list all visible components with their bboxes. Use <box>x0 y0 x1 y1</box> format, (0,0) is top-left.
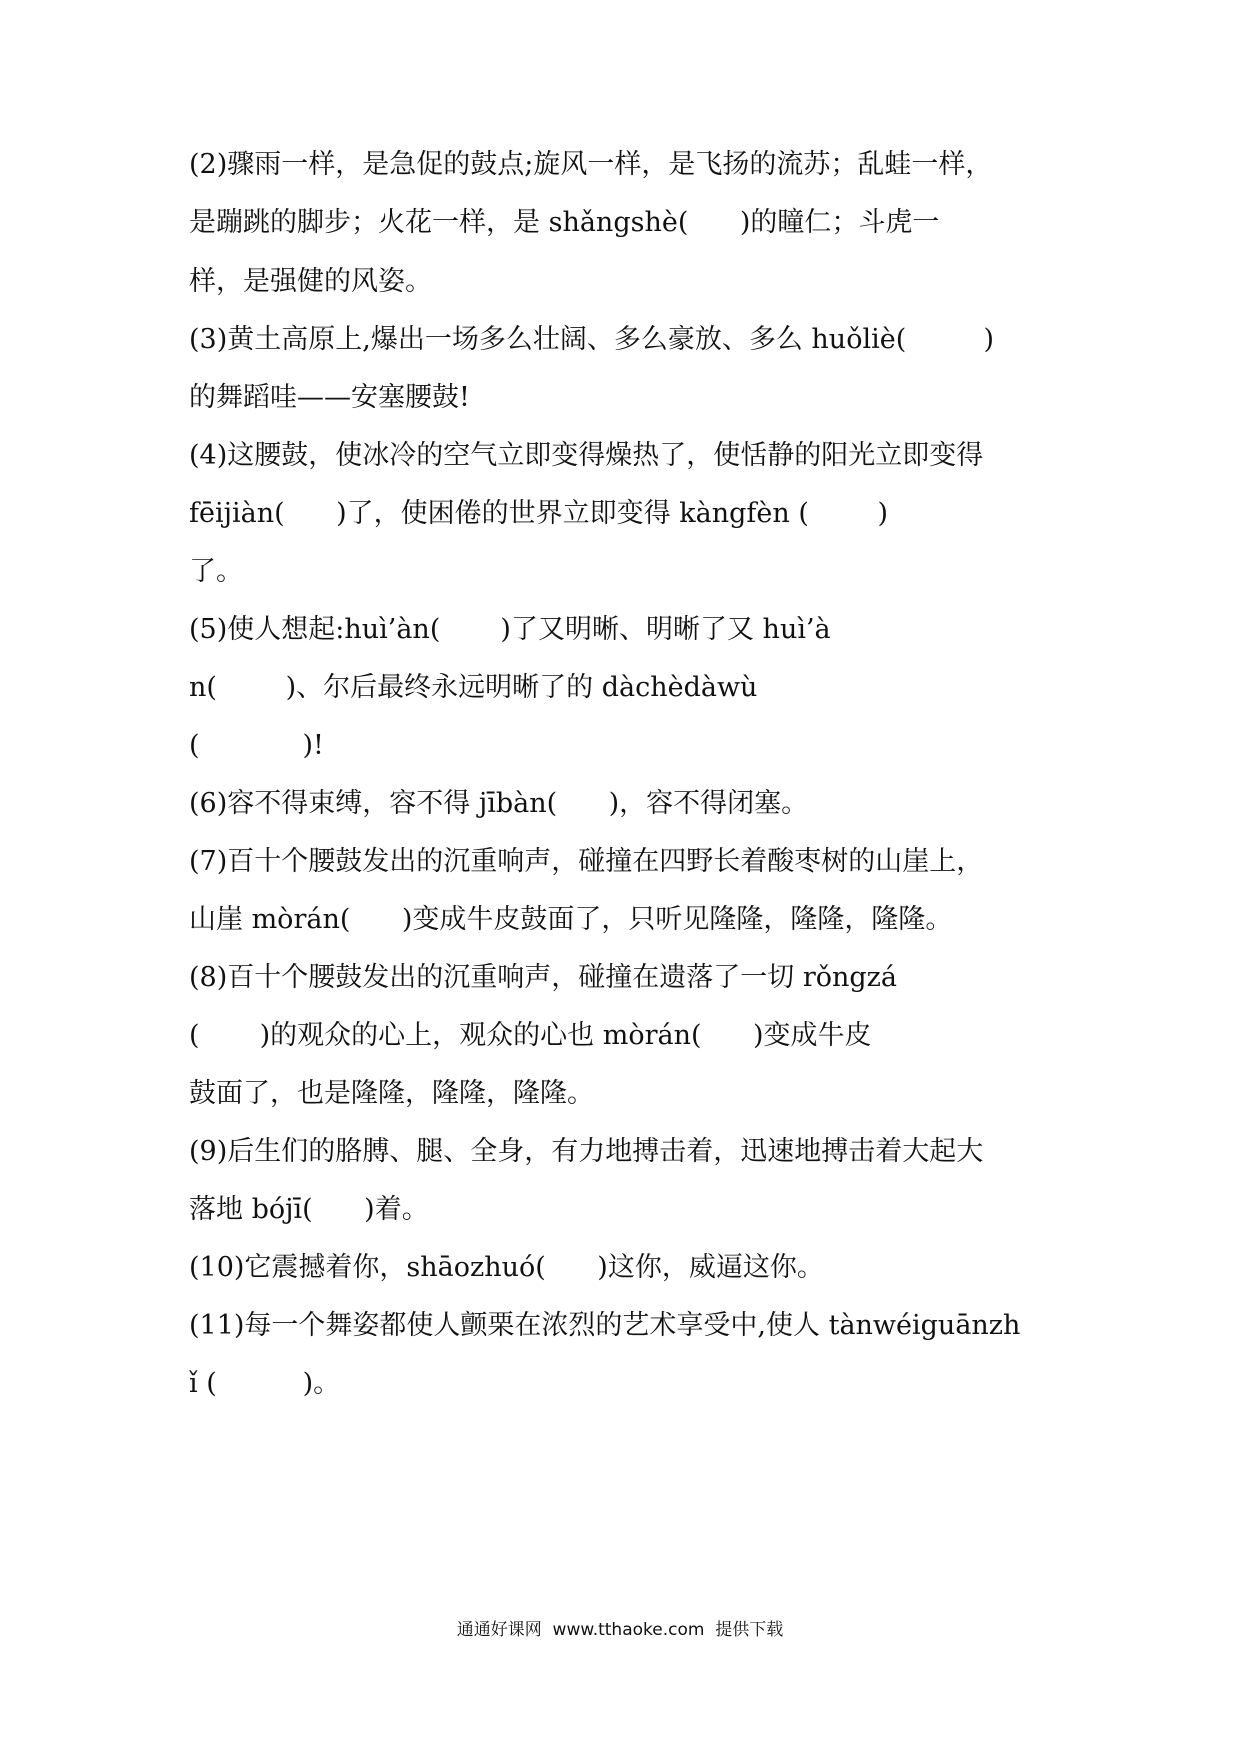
text-line-18: (9)后生们的胳膊、腿、全身，有力地搏击着，迅速地搏击着大起大 <box>189 1136 984 1167</box>
text-line-10: n( )、尔后最终永远明晰了的 dàchèdàwù <box>189 672 758 703</box>
text-line-11: ( )! <box>189 730 324 761</box>
text-line-20: (10)它震撼着你，shāozhuó( )这你，威逼这你。 <box>189 1252 824 1283</box>
text-line-19: 落地 bójī( )着。 <box>189 1194 429 1225</box>
text-line-14: 山崖 mòrán( )变成牛皮鼓面了，只听见隆隆，隆隆，隆隆。 <box>189 904 953 935</box>
text-line-13: (7)百十个腰鼓发出的沉重响声，碰撞在四野长着酸枣树的山崖上， <box>189 846 984 877</box>
text-line-8: 了。 <box>189 556 243 587</box>
text-line-5: 的舞蹈哇——安塞腰鼓! <box>189 382 470 413</box>
text-line-1: (2)骤雨一样，是急促的鼓点;旋风一样，是飞扬的流苏；乱蛙一样， <box>189 149 993 180</box>
page-footer: 通通好课网 www.tthaoke.com 提供下载 <box>456 1620 784 1640</box>
text-line-7: fēijiàn( )了，使困倦的世界立即变得 kàngfèn ( ) <box>189 498 889 529</box>
text-line-4: (3)黄土高原上,爆出一场多么壮阔、多么豪放、多么 huǒliè( ) <box>189 324 995 355</box>
text-line-15: (8)百十个腰鼓发出的沉重响声，碰撞在遗落了一切 rǒngzá <box>189 962 897 993</box>
text-line-21: (11)每一个舞姿都使人颤栗在浓烈的艺术享受中,使人 tànwéiguānzh <box>189 1310 1021 1341</box>
text-line-16: ( )的观众的心上，观众的心也 mòrán( )变成牛皮 <box>189 1020 872 1051</box>
text-line-17: 鼓面了，也是隆隆，隆隆，隆隆。 <box>189 1078 594 1109</box>
text-line-12: (6)容不得束缚，容不得 jībàn( )，容不得闭塞。 <box>189 788 809 819</box>
text-line-22: ǐ ( )。 <box>189 1368 341 1399</box>
text-line-6: (4)这腰鼓，使冰冷的空气立即变得燥热了，使恬静的阳光立即变得 <box>189 440 984 471</box>
text-line-3: 样，是强健的风姿。 <box>189 266 432 297</box>
text-line-2: 是蹦跳的脚步；火花一样，是 shǎngshè( )的瞳仁；斗虎一 <box>189 207 940 238</box>
text-line-9: (5)使人想起:huì’àn( )了又明晰、明晰了又 huì’à <box>189 614 831 645</box>
